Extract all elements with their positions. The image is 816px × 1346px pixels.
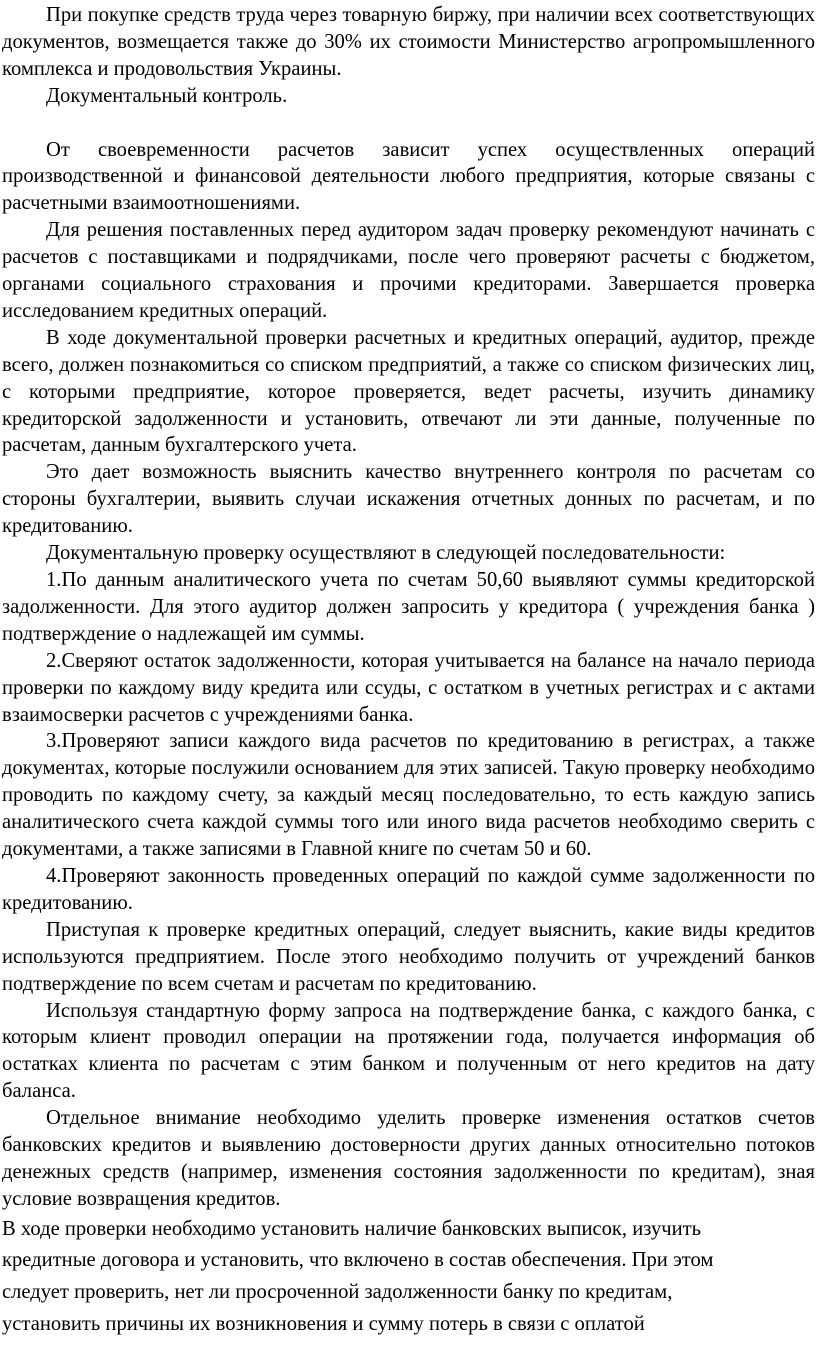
section-heading-documentary-control: Документальный контроль. — [46, 84, 288, 107]
text-line: следует проверить, нет ли просроченной задолженности банку по кредитам, — [2, 1280, 673, 1303]
paragraph-timely-settlements: От своевременности расчетов зависит успех осуществленных операций производственной и финансовой деятельности любого предприятия, которые связаны с расчетными взаимоотношениями. — [2, 138, 815, 215]
paragraph-internal-control: Это дает возможность выяснить качество внутреннего контроля по расчетам со стороны бухгалтерии, выявить случаи искажения отчетных донных по расчетам, и по кредитованию. — [2, 461, 815, 538]
paragraph-exchange-purchase: При покупке средств труда через товарную биржу, при наличии всех соответствующих документов, возмещается также до 30% их стоимости Министерство агропромышленного комплекса и продовольствия Украины. — [2, 4, 815, 80]
list-item-step-4: 4.Проверяют законность проведенных операций по каждой сумме задолженности по кредитованию. — [2, 864, 815, 914]
closing-text-block — [2, 1214, 815, 1339]
text-line: кредитные договора и установить, что включено в состав обеспечения. При этом — [2, 1249, 714, 1272]
paragraph-audit-tasks: Для решения поставленных перед аудитором задач проверку рекомендуют начинать с расчетов с поставщиками и подрядчиками, после чего проверяют расчеты с бюджетом, органами социального страхования и прочими кредиторами. Завершается проверка исследованием кредитных операций. — [2, 219, 815, 322]
text-line: установить причины их возникновения и сумму потерь в связи с оплатой — [2, 1312, 645, 1335]
list-item-step-3: 3.Проверяют записи каждого вида расчетов по кредитованию в регистрах, а также документах, которые послужили основанием для этих записей. Такую проверку необходимо проводить по каждому счету, за каждый месяц последовательно, то есть каждую запись аналитического счета каждой суммы того или иного вида расчетов необходимо сверить с документами, а также записями в Главной книге по счетам 50 и 60. — [2, 730, 815, 861]
list-item-step-2: 2.Сверяют остаток задолженности, которая учитывается на балансе на начало периода проверки по каждому виду кредита или ссуды, с остатком в учетных регистрах и с актами взаимосверки расчетов с учреждениями банка. — [2, 649, 815, 726]
paragraph-bank-confirmation: Используя стандартную форму запроса на подтверждение банка, с каждого банка, с которым клиент проводил операции на протяжении года, получается информация об остатках клиента по расчетам с этим банком и полученным от него кредитов на дату баланса. — [2, 999, 815, 1103]
paragraph-sequence-intro: Документальную проверку осуществляют в следующей последовательности: — [46, 542, 726, 565]
paragraph-credit-operations: Приступая к проверке кредитных операций, следует выяснить, какие виды кредитов используются предприятием. После этого необходимо получить от учреждений банков подтверждение по всем счетам и расчетам по кредитованию. — [2, 918, 815, 995]
list-item-step-1: 1.По данным аналитического учета по счетам 50,60 выявляют суммы кредиторской задолженности. Для этого аудитор должен запросить у кредитора ( учреждения банка ) подтверждение о надлежащей им суммы. — [2, 569, 815, 645]
text-line: В ходе проверки необходимо установить наличие банковских выписок, изучить — [2, 1217, 702, 1240]
paragraph-bank-credit-balances: Отдельное внимание необходимо уделить проверке изменения остатков счетов банковских кредитов и выявлению достоверности других данных относительно потоков денежных средств (например, изменения состояния задолженности по кредитам), зная условие возвращения кредитов. — [2, 1107, 815, 1210]
paragraph-documentary-check: В ходе документальной проверки расчетных и кредитных операций, аудитор, прежде всего, должен познакомиться со списком предприятий, а также со списком физических лиц, с которыми предприятие, которое проверяется, ведет расчеты, изучить динамику кредиторской задолженности и установить, отвечают ли эти данные, полученные по расчетам, данным бухгалтерского учета. — [2, 326, 815, 457]
